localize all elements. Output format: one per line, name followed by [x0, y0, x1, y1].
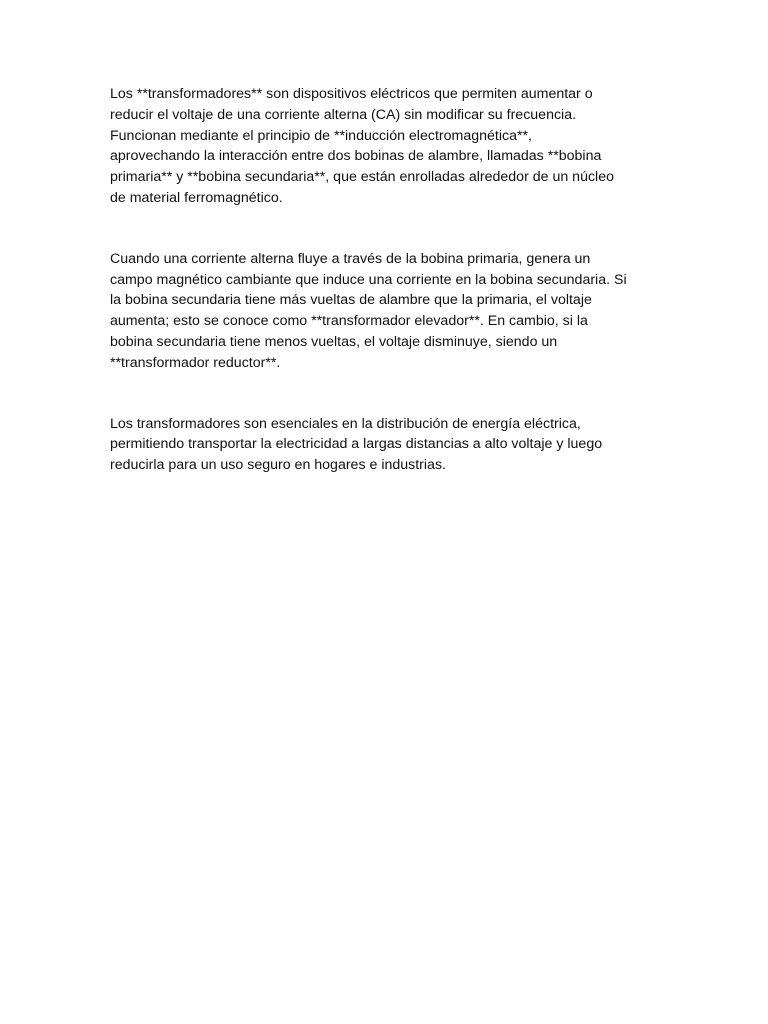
- text-line: primaria** y **bobina secundaria**, que están enrolladas alrededor de un núcleo: [110, 169, 614, 186]
- text-line: reducir el voltaje de una corriente alterna (CA) sin modificar su frecuencia.: [110, 106, 577, 123]
- text-line: Cuando una corriente alterna fluye a través de la bobina primaria, genera un: [110, 250, 591, 267]
- text-line: permitiendo transportar la electricidad a largas distancias a alto voltaje y luego: [110, 436, 603, 453]
- text-line: reducirla para un uso seguro en hogares e industrias.: [110, 457, 446, 474]
- paragraph-applications: [110, 414, 666, 476]
- text-line: Los transformadores son esenciales en la distribución de energía eléctrica,: [110, 415, 581, 432]
- text-line: de material ferromagnético.: [110, 189, 283, 206]
- paragraph-operation: [110, 249, 666, 374]
- paragraph-intro: [110, 84, 666, 209]
- text-line: campo magnético cambiante que induce una corriente en la bobina secundaria. Si: [110, 271, 627, 288]
- text-line: aprovechando la interacción entre dos bobinas de alambre, llamadas **bobina: [110, 148, 602, 165]
- text-line: la bobina secundaria tiene más vueltas de alambre que la primaria, el voltaje: [110, 292, 592, 309]
- text-line: Los **transformadores** son dispositivos eléctricos que permiten aumentar o: [110, 86, 593, 102]
- text-line: Funcionan mediante el principio de **inducción electromagnética**,: [110, 127, 532, 144]
- text-line: aumenta; esto se conoce como **transformador elevador**. En cambio, si la: [110, 313, 588, 330]
- text-line: **transformador reductor**.: [110, 354, 281, 371]
- text-line: bobina secundaria tiene menos vueltas, el voltaje disminuye, siendo un: [110, 333, 558, 350]
- document-body: [110, 84, 666, 476]
